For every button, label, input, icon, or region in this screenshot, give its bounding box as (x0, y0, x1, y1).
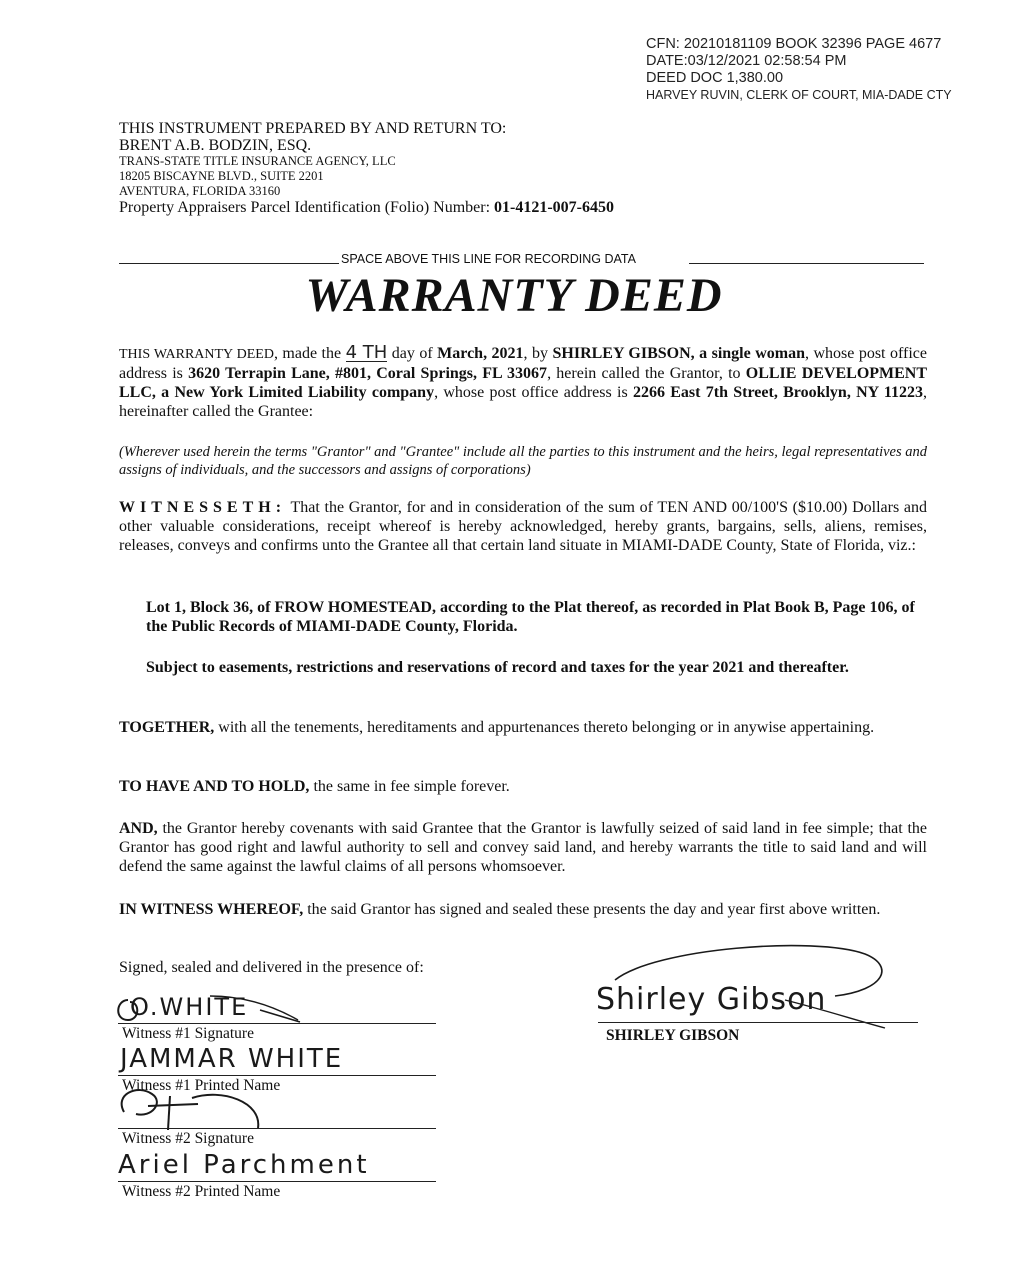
in-witness-paragraph (119, 900, 927, 919)
recording-deed-doc: DEED DOC 1,380.00 (646, 70, 784, 86)
subject-to: Subject to easements, restrictions and reservations of record and taxes for the year 2021 and thereafter. (146, 659, 849, 676)
intro-day-of: day of (387, 345, 438, 362)
intro-called-grantee: , hereinafter called the Grantee: (119, 384, 928, 420)
recording-stamp (646, 36, 952, 104)
grantor-address: 3620 Terrapin Lane, #801, Coral Springs, FL 33067 (188, 365, 548, 382)
witness2-signature-label: Witness #2 Signature (122, 1130, 254, 1147)
prepared-line-4: 18205 BISCAYNE BLVD., SUITE 2201 (119, 169, 324, 183)
document-title: WARRANTY DEED (305, 269, 723, 322)
covenants-label: AND, (119, 820, 158, 837)
signed-sealed-line: Signed, sealed and delivered in the presence of: (119, 959, 424, 976)
in-witness-label: IN WITNESS WHEREOF, (119, 901, 304, 918)
divider-rule-left (119, 263, 339, 264)
witnesseth-text: That the Grantor, for and in consideration of the sum of TEN AND 00/100'S ($10.00) Dollars and other valuable considerations, receipt whereof is hereby acknowledged, hereby grants, bargains, sells, aliens, remises, releases, conveys and confirms unto the Grantee all that certain land situate in MIAMI-DADE County, State of Florida, viz.: (119, 499, 927, 554)
witness1-signature-line (118, 1023, 436, 1024)
together-label: TOGETHER, (119, 719, 215, 736)
prepared-line-2: BRENT A.B. BODZIN, ESQ. (119, 137, 312, 154)
witness1-printed-hand: JAMMAR WHITE (120, 1044, 344, 1074)
together-paragraph (119, 718, 927, 737)
definition-note: (Wherever used herein the terms "Grantor" and "Grantee" include all the parties to this instrument and the heirs, legal representatives and assigns of individuals, and the successors and assigns of corporations) (119, 444, 927, 478)
witness2-printed-line (118, 1181, 436, 1182)
grantor-name: SHIRLEY GIBSON, a single woman (552, 345, 805, 362)
intro-address-lead-2: , whose post office address is (434, 384, 633, 401)
folio-label: Property Appraisers Parcel Identification (Folio) Number: (119, 199, 495, 216)
space-above-label: SPACE ABOVE THIS LINE FOR RECORDING DATA (341, 252, 636, 266)
intro-by: , by (523, 345, 553, 362)
to-have-paragraph (119, 777, 927, 796)
day-handwritten: 4 TH (345, 342, 388, 363)
witness1-printed-label: Witness #1 Printed Name (122, 1077, 281, 1094)
witness1-printed-line (118, 1075, 436, 1076)
legal-description: Lot 1, Block 36, of FROW HOMESTEAD, according to the Plat thereof, as recorded in Plat Book B, Page 106, of the Public Records of MIAMI-DADE County, Florida. (146, 599, 915, 635)
covenants-paragraph (119, 819, 927, 876)
to-have-label: TO HAVE AND TO HOLD, (119, 778, 310, 795)
recording-clerk: HARVEY RUVIN, CLERK OF COURT, MIA-DADE CTY (646, 88, 952, 102)
divider-rule-right (689, 263, 924, 264)
deed-date: March, 2021 (437, 345, 524, 362)
folio-line (119, 199, 614, 216)
together-text: with all the tenements, hereditaments and appurtenances thereto belonging or in anywise appertaining. (214, 719, 875, 736)
witness2-printed-hand: Ariel Parchment (118, 1150, 370, 1180)
grantor-signature-line (598, 1022, 918, 1023)
grantee-name: OLLIE DEVELOPMENT LLC, a New York Limited Liability company (119, 365, 928, 401)
intro-address-lead: , whose post office address is (119, 345, 927, 382)
witnesseth-paragraph (119, 498, 927, 555)
prepared-line-3: TRANS-STATE TITLE INSURANCE AGENCY, LLC (119, 154, 396, 168)
folio-number: 01-4121-007-6450 (494, 199, 614, 216)
intro-lead: THIS WARRANTY DEED (119, 347, 274, 362)
grantor-signature-hand: Shirley Gibson (596, 982, 827, 1017)
witness1-signature-label: Witness #1 Signature (122, 1025, 254, 1042)
prepared-line-1: THIS INSTRUMENT PREPARED BY AND RETURN TO: (119, 120, 507, 137)
witnesseth-label: WITNESSETH: (119, 499, 287, 516)
witness2-signature-scribble (112, 1082, 282, 1132)
prepared-line-5: AVENTURA, FLORIDA 33160 (119, 184, 281, 198)
witness2-signature-line (118, 1128, 436, 1129)
intro-called-grantor: , herein called the Grantor, to (547, 365, 746, 382)
to-have-text: the same in fee simple forever. (309, 778, 510, 795)
prepared-by-block (119, 120, 614, 216)
in-witness-text: the said Grantor has signed and sealed these presents the day and year first above written. (303, 901, 881, 918)
witness1-signature-hand: O.WHITE (130, 993, 249, 1021)
grantee-address: 2266 East 7th Street, Brooklyn, NY 11223 (632, 384, 924, 401)
intro-made-the: , made the (273, 345, 346, 362)
recording-cfn: CFN: 20210181109 BOOK 32396 PAGE 4677 (646, 36, 942, 52)
grantor-printed-name: SHIRLEY GIBSON (606, 1027, 740, 1044)
intro-paragraph (119, 344, 927, 421)
recording-date: DATE:03/12/2021 02:58:54 PM (646, 53, 847, 69)
witness2-printed-label: Witness #2 Printed Name (122, 1183, 281, 1200)
covenants-text: the Grantor hereby covenants with said Grantee that the Grantor is lawfully seized of said land in fee simple; that the Grantor has good right and lawful authority to sell and convey said land, and hereby warrants the title to said land and will defend the same against the lawful claims of all persons whomsoever. (119, 820, 927, 875)
